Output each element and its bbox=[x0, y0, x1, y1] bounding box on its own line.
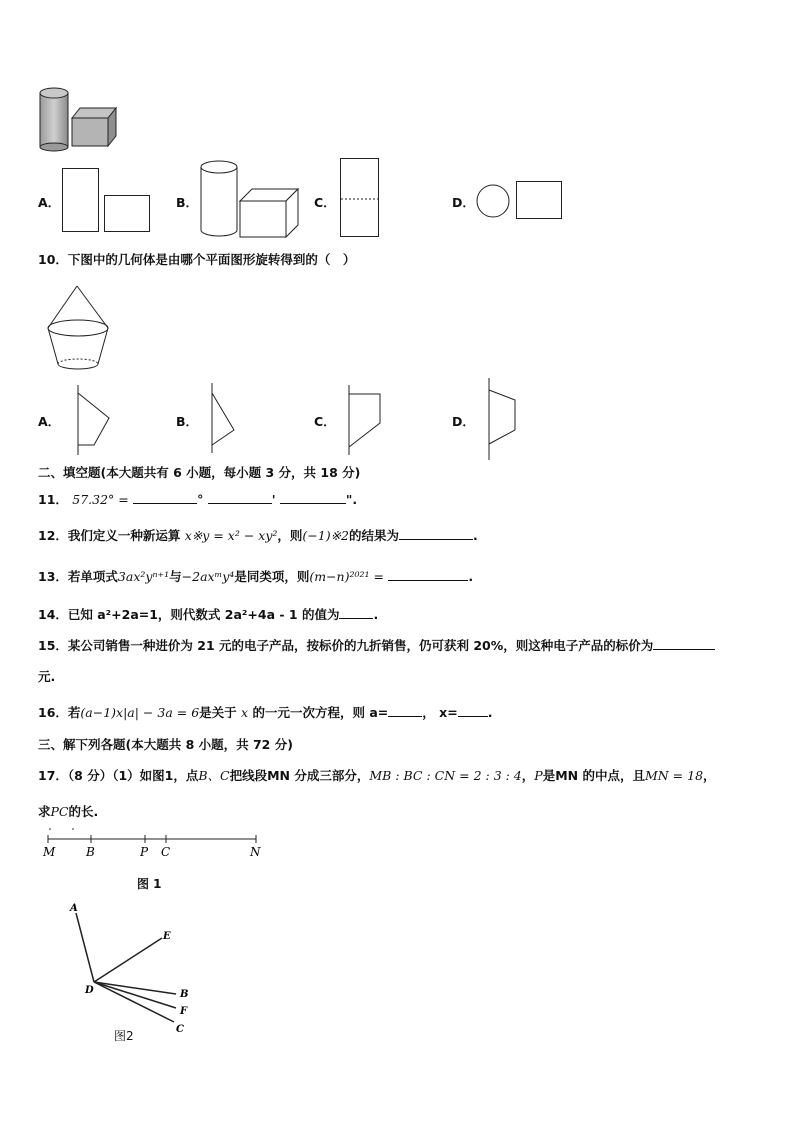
q16-equation: (a−1)x|a| − 3a = 6 bbox=[80, 705, 200, 720]
q9-option-a-label[interactable]: A． bbox=[38, 195, 61, 210]
fig1-label-m: M bbox=[43, 845, 56, 859]
q13-text-1: 若单项式 bbox=[67, 569, 118, 584]
q17-segment-pc: PC bbox=[50, 804, 69, 819]
q16-separator: ， bbox=[422, 705, 435, 720]
q16-text-2: 是关于 bbox=[199, 705, 237, 720]
q10-option-d-figure[interactable] bbox=[487, 378, 527, 460]
q10-option-c-figure[interactable] bbox=[347, 385, 387, 455]
q13-answer-blank[interactable] bbox=[388, 568, 468, 581]
q16-end: . bbox=[487, 705, 493, 720]
q17-ask: 求 bbox=[38, 804, 51, 819]
q16 bbox=[38, 703, 492, 721]
q15-answer-blank[interactable] bbox=[653, 637, 715, 650]
q11-minutes-blank[interactable] bbox=[208, 491, 272, 504]
q17-points: B、C bbox=[198, 768, 230, 783]
fig2-label-a: A bbox=[70, 903, 78, 914]
figure-1-caption: 图 1 bbox=[137, 877, 162, 891]
q17-intro: 17．（8 分）（1）如图1，点 bbox=[38, 768, 199, 783]
q9-option-b-figure[interactable] bbox=[200, 158, 300, 238]
q13-monomial-1: 3ax²yⁿ⁺¹ bbox=[117, 569, 170, 584]
q9-option-a-figure[interactable] bbox=[62, 168, 152, 234]
q12-text-2: ，则 bbox=[277, 528, 303, 543]
q16-a-blank[interactable] bbox=[388, 704, 422, 717]
q15-text: 15．某公司销售一种进价为 21 元的电子产品，按标价的九折销售，仍可获利 20%，则这种电子产品的标价为 bbox=[38, 638, 654, 653]
q15-line-2: 元. bbox=[38, 669, 56, 684]
q17-ratio: MB : BC : CN = 2 : 3 : 4 bbox=[369, 768, 522, 783]
q14-end: . bbox=[373, 607, 379, 622]
q14-answer-blank[interactable] bbox=[339, 606, 373, 619]
fig2-label-f: F bbox=[180, 1006, 188, 1017]
q10-option-a-figure[interactable] bbox=[76, 385, 116, 455]
q11 bbox=[38, 490, 357, 508]
q14-text: 14．已知 a²+2a=1，则代数式 2a²+4a - 1 的值为 bbox=[38, 607, 340, 622]
q9-option-d-label[interactable]: D． bbox=[452, 195, 475, 210]
q17-mn-length: MN = 18 bbox=[644, 768, 704, 783]
q13-text-3: 是同类项，则 bbox=[234, 569, 310, 584]
fig1-label-n: N bbox=[250, 845, 261, 859]
q13-monomial-2: −2axᵐy⁴ bbox=[181, 569, 235, 584]
q11-degrees-blank[interactable] bbox=[133, 491, 197, 504]
q10-cone-frustum-figure bbox=[46, 284, 116, 374]
q13-power-expression: (m−n)²⁰²¹ = bbox=[309, 569, 384, 584]
section-2-heading: 二、填空题(本大题共有 6 小题，每小题 3 分，共 18 分) bbox=[38, 465, 361, 480]
fig1-label-p: P bbox=[140, 845, 149, 859]
q16-text-1: 16．若 bbox=[38, 705, 81, 720]
fig2-label-c: C bbox=[176, 1024, 184, 1035]
q15-line-1 bbox=[38, 636, 715, 654]
q13-number: 13． bbox=[38, 569, 68, 584]
q17-text-1: 把线段MN 分成三部分， bbox=[229, 768, 370, 783]
q12-text-1: 我们定义一种新运算 bbox=[67, 528, 181, 543]
q11-expression: 57.32° = bbox=[72, 492, 129, 507]
q12 bbox=[38, 526, 478, 544]
q17-line-2 bbox=[38, 802, 98, 820]
fig2-label-e: E bbox=[163, 931, 171, 942]
figure-2-caption: 图2 bbox=[114, 1029, 134, 1043]
q11-degree-unit: ° bbox=[197, 492, 204, 507]
q12-answer-blank[interactable] bbox=[399, 527, 473, 540]
q10-option-b-label[interactable]: B． bbox=[176, 414, 199, 429]
figure-2-angles bbox=[66, 898, 196, 1043]
q16-x-label: x= bbox=[439, 705, 458, 720]
q10-option-b-figure[interactable] bbox=[210, 383, 240, 453]
q16-a-label: a= bbox=[369, 705, 389, 720]
q12-number: 12． bbox=[38, 528, 68, 543]
q13-end: . bbox=[468, 569, 474, 584]
q10-option-d-label[interactable]: D． bbox=[452, 414, 475, 429]
q17-text-2: 是MN 的中点，且 bbox=[542, 768, 645, 783]
q17-line-1 bbox=[38, 766, 716, 784]
q11-seconds-blank[interactable] bbox=[280, 491, 346, 504]
fig1-label-c: C bbox=[161, 845, 171, 859]
q10-option-c-label[interactable]: C． bbox=[314, 414, 336, 429]
q12-end: . bbox=[473, 528, 478, 543]
q13-text-2: 与 bbox=[169, 569, 182, 584]
q14 bbox=[38, 605, 378, 623]
q12-operation-definition: x※y = x² − xy² bbox=[184, 528, 278, 543]
q9-option-d-figure[interactable] bbox=[476, 181, 566, 221]
q16-variable: x bbox=[241, 705, 249, 720]
q16-x-blank[interactable] bbox=[458, 704, 488, 717]
q17-text-3: 的长. bbox=[68, 804, 99, 819]
q12-operation-expression: (−1)※2 bbox=[302, 528, 350, 543]
q17-point-p: P bbox=[534, 768, 543, 783]
q11-minute-unit: ' bbox=[271, 492, 276, 507]
section-3-heading: 三、解下列各题(本大题共 8 小题，共 72 分) bbox=[38, 737, 293, 752]
q13 bbox=[38, 567, 473, 585]
q10-question: 10．下图中的几何体是由哪个平面图形旋转得到的（ ） bbox=[38, 252, 356, 267]
q9-option-b-label[interactable]: B． bbox=[176, 195, 199, 210]
q17-comma-2: ， bbox=[703, 768, 716, 783]
figure-1-segment bbox=[40, 825, 270, 865]
q11-second-unit: " bbox=[345, 492, 353, 507]
q17-comma: ， bbox=[521, 768, 535, 783]
q11-number: 11． bbox=[38, 492, 68, 507]
fig2-label-b: B bbox=[180, 989, 189, 1000]
fig2-label-d: D bbox=[85, 985, 94, 996]
fig1-label-b: B bbox=[86, 845, 95, 859]
q11-end: . bbox=[352, 492, 358, 507]
q16-text-3: 的一元一次方程，则 bbox=[252, 705, 365, 720]
q9-option-c-figure[interactable] bbox=[340, 158, 380, 238]
q10-option-a-label[interactable]: A． bbox=[38, 414, 61, 429]
q9-solid-figure bbox=[38, 86, 128, 152]
q12-text-3: 的结果为 bbox=[349, 528, 400, 543]
q9-option-c-label[interactable]: C． bbox=[314, 195, 336, 210]
